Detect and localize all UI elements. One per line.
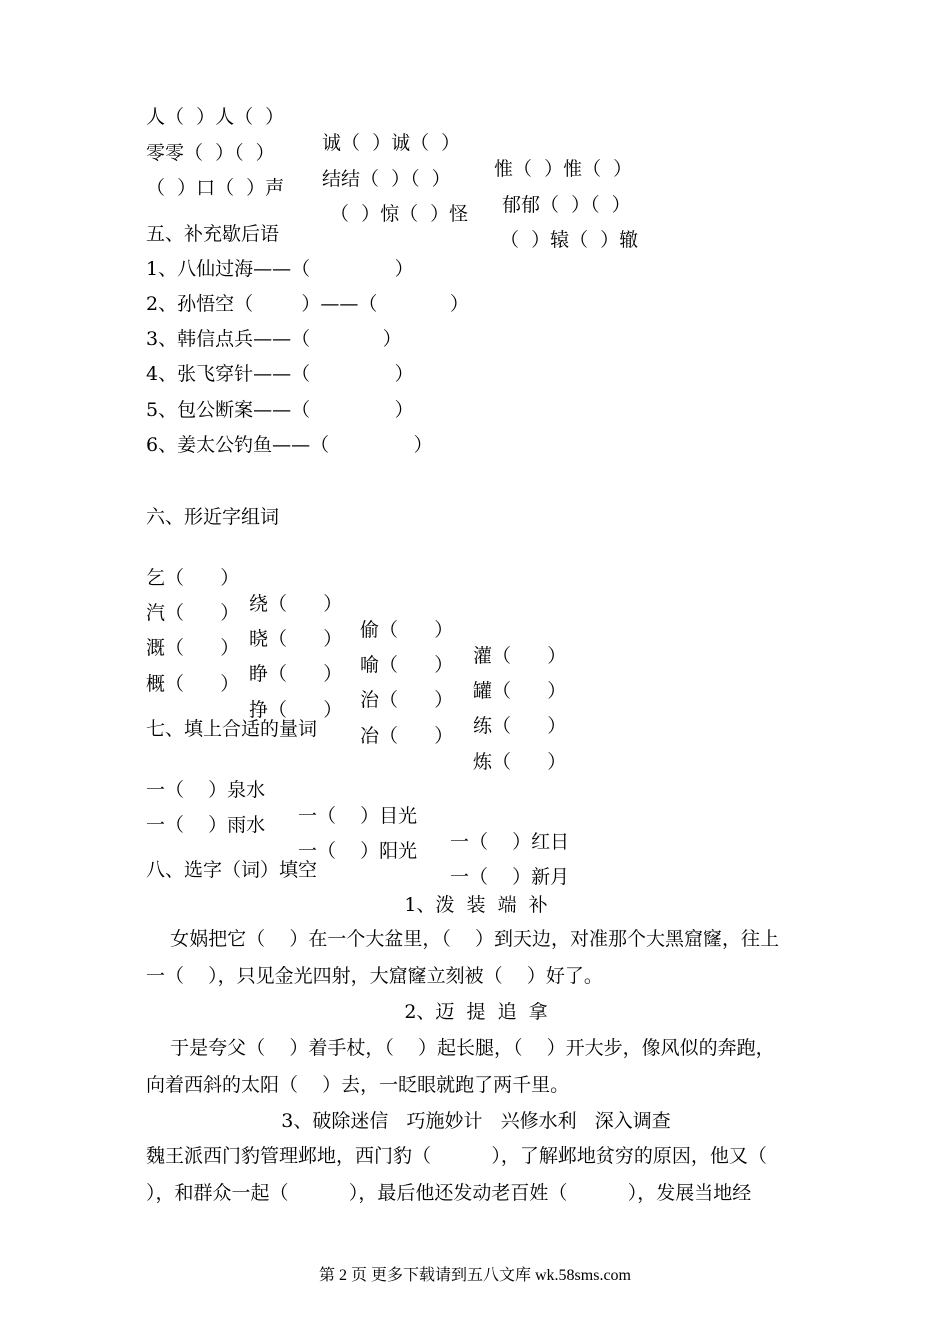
measure-word-cell: 一（ ）泉水 [146, 779, 266, 801]
measure-word-cell: 一（ ）新月 [450, 866, 570, 888]
section5-title: 五、补充歇后语 [146, 223, 280, 245]
similar-char-cell: 治（ ） [360, 689, 454, 711]
paragraph-line: ），和群众一起（ ），最后他还发动老百姓（ ），发展当地经 [146, 1182, 752, 1204]
xiehouyu-item: 2、孙悟空（ ）——（ ） [146, 293, 469, 315]
similar-char-row [146, 539, 806, 667]
idiom-cell: 零零（ ）（ ） [146, 142, 275, 164]
measure-word-cell: 一（ ）阳光 [298, 840, 418, 862]
similar-char-cell: 睁（ ） [249, 663, 343, 685]
paragraph-line: 魏王派西门豹管理邺地，西门豹（ ），了解邺地贫穷的原因，他又（ [146, 1145, 767, 1167]
word-choice-heading: 2、迈 提 追 拿 [404, 1001, 548, 1023]
similar-char-cell: 晓（ ） [249, 628, 343, 650]
paragraph-line: 女娲把它（ ）在一个大盆里，（ ）到天边，对准那个大黑窟窿，往上 [146, 928, 779, 950]
similar-char-cell: 冶（ ） [360, 725, 454, 747]
similar-char-cell: 挣（ ） [249, 699, 343, 721]
similar-char-cell: 练（ ） [473, 715, 567, 737]
xiehouyu-item: 3、韩信点兵——（ ） [146, 328, 402, 350]
similar-char-cell: 偷（ ） [360, 619, 454, 641]
similar-char-cell: 乞（ ） [146, 567, 240, 589]
xiehouyu-item: 5、包公断案——（ ） [146, 399, 414, 421]
idiom-cell: （ ）辕（ ）辙 [500, 229, 639, 251]
measure-word-cell: 一（ ）目光 [298, 805, 418, 827]
similar-char-cell: 溉（ ） [146, 637, 240, 659]
idiom-cell: （ ）惊（ ）怪 [330, 203, 469, 225]
idiom-cell: 郁郁（ ）（ ） [502, 194, 631, 216]
similar-char-cell: 罐（ ） [473, 680, 567, 702]
word-choice-heading: 3、破除迷信 巧施妙计 兴修水利 深入调查 [281, 1110, 671, 1132]
word-choice-heading: 1、泼 装 端 补 [404, 894, 548, 916]
section8-title: 八、选字（词）填空 [146, 859, 318, 881]
xiehouyu-item: 1、八仙过海——（ ） [146, 258, 414, 280]
similar-char-cell: 炼（ ） [473, 751, 567, 773]
section6-title: 六、形近字组词 [146, 506, 280, 528]
paragraph-line: 一（ ），只见金光四射，大窟窿立刻被（ ）好了。 [146, 965, 603, 987]
similar-char-cell: 概（ ） [146, 673, 240, 695]
similar-char-row [146, 574, 806, 702]
similar-char-cell: 灌（ ） [473, 645, 567, 667]
section7-title: 七、填上合适的量词 [146, 718, 318, 740]
idiom-cell: （ ）口（ ）声 [146, 177, 285, 199]
xiehouyu-item: 4、张飞穿针——（ ） [146, 363, 414, 385]
xiehouyu-item: 6、姜太公钓鱼——（ ） [146, 434, 433, 456]
idiom-cell: 惟（ ）惟（ ） [494, 158, 633, 180]
idiom-cell: 人（ ）人（ ） [146, 106, 285, 128]
similar-char-cell: 绕（ ） [249, 593, 343, 615]
paragraph-line: 于是夸父（ ）着手杖，（ ）起长腿，（ ）开大步，像风似的奔跑， [146, 1037, 775, 1059]
paragraph-line: 向着西斜的太阳（ ）去，一眨眼就跑了两千里。 [146, 1074, 570, 1096]
measure-word-cell: 一（ ）红日 [450, 831, 570, 853]
idiom-cell: 结结（ ）（ ） [322, 168, 451, 190]
page-footer: 第 2 页 更多下载请到五八文库 wk.58sms.com [318, 1267, 631, 1284]
similar-char-cell: 喻（ ） [360, 654, 454, 676]
measure-word-cell: 一（ ）雨水 [146, 814, 266, 836]
idiom-cell: 诚（ ）诚（ ） [322, 132, 461, 154]
similar-char-cell: 汽（ ） [146, 602, 240, 624]
